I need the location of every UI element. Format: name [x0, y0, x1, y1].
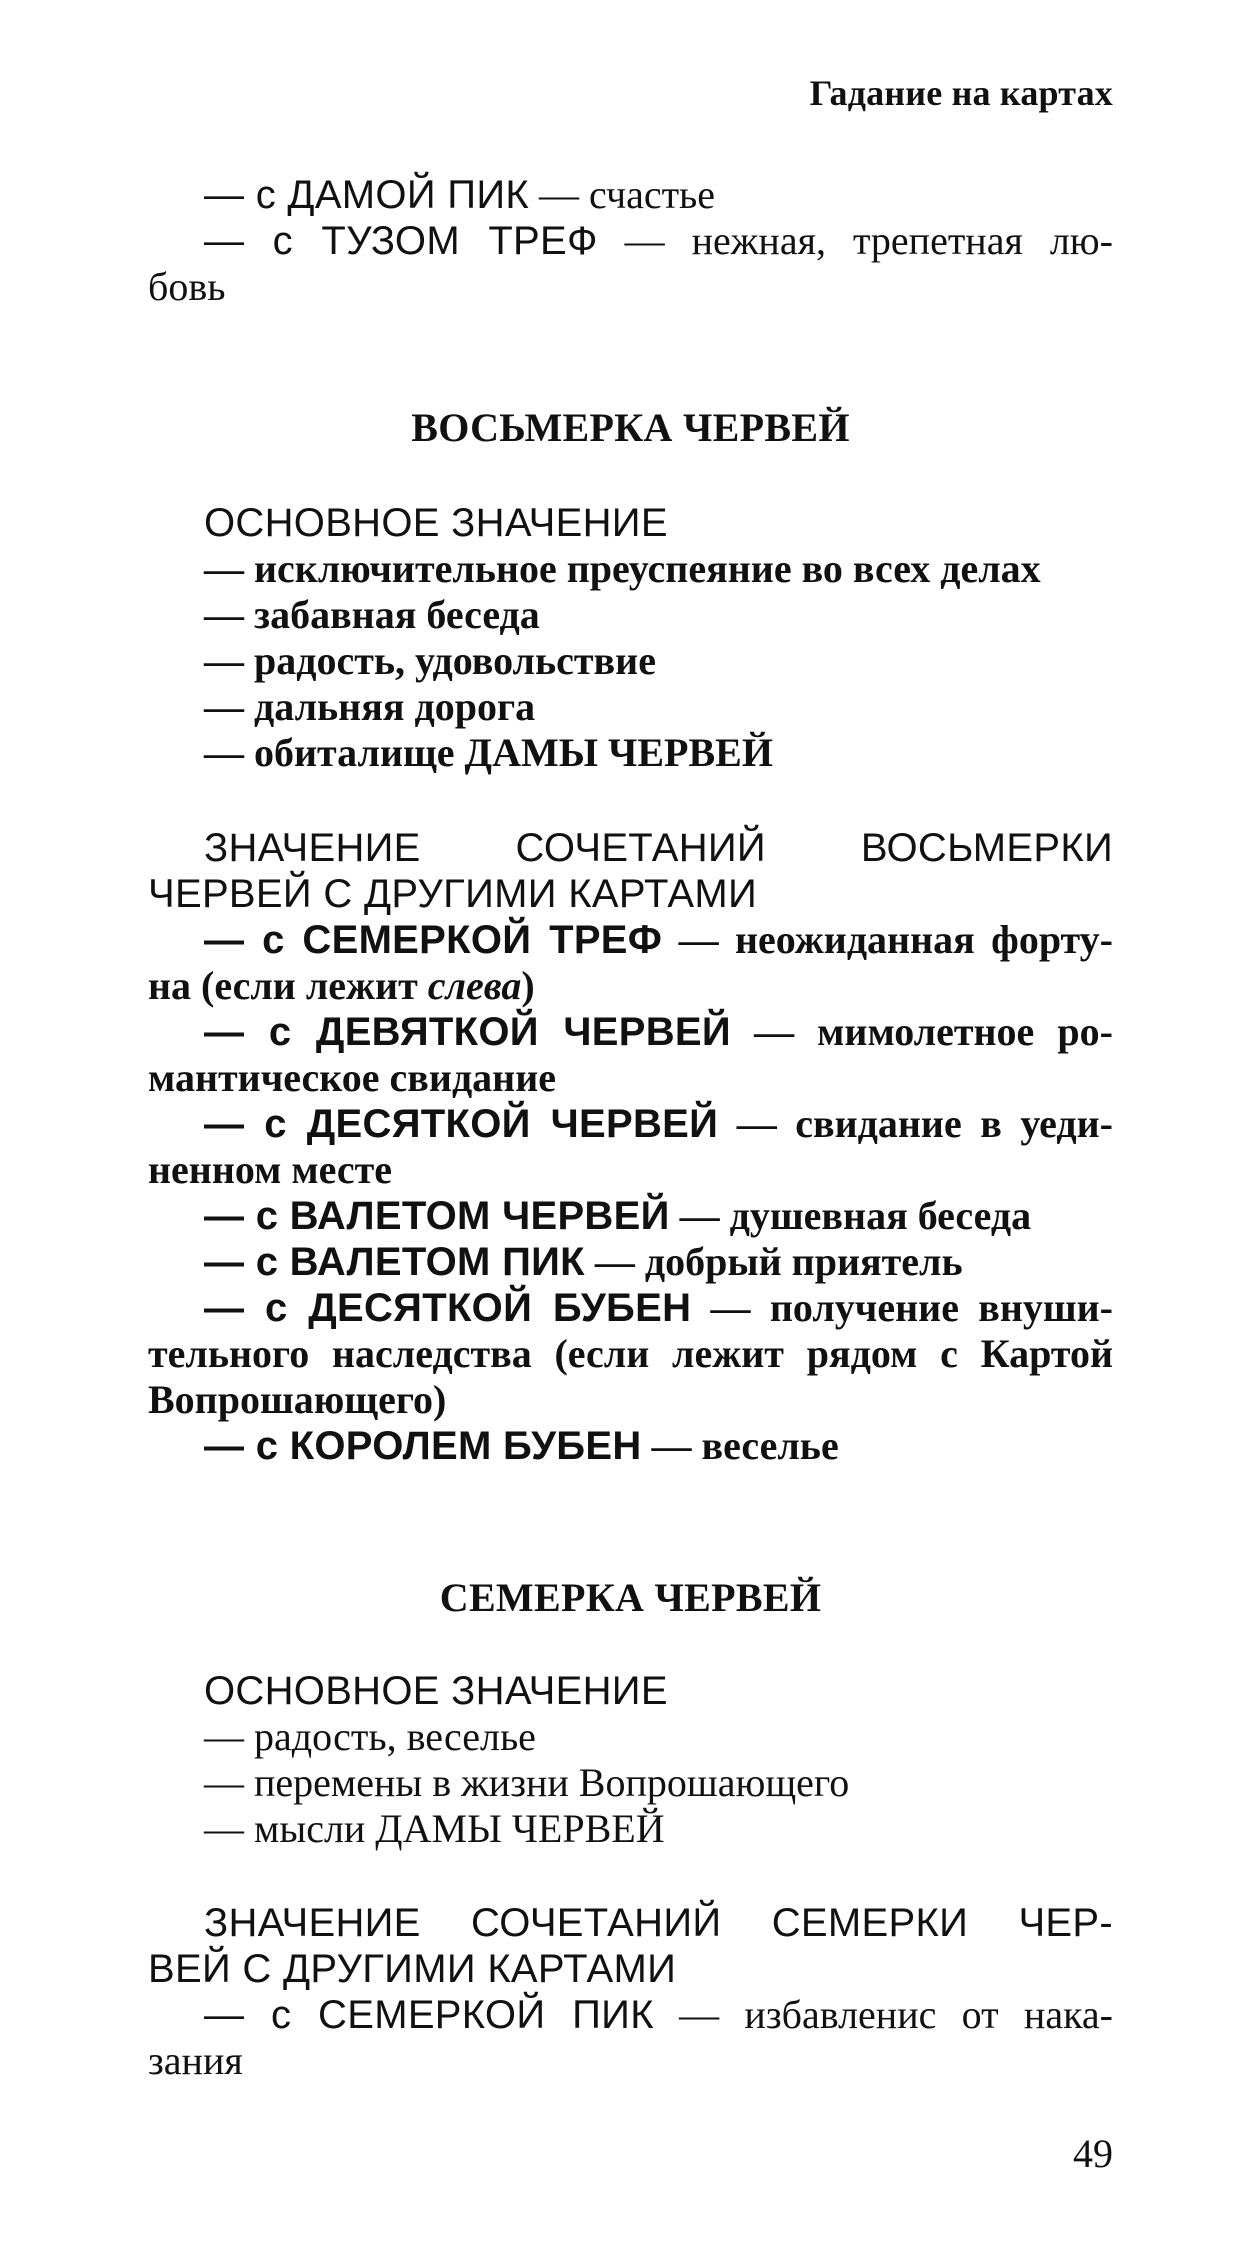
combo-line-continuation: зания: [148, 2038, 243, 2083]
combo-line: [148, 917, 1113, 963]
combo-card: — с ДАМОЙ ПИК: [204, 173, 529, 217]
combo-card: — с ТУЗОМ ТРЕФ: [204, 219, 598, 263]
basic-meaning-title: ОСНОВНОЕ ЗНАЧЕНИЕ: [204, 1669, 668, 1713]
combo-line: [148, 1009, 1113, 1055]
combo-meaning: — добрый приятель: [584, 1239, 963, 1284]
combo-line: [148, 1101, 1113, 1147]
combo-card: — с СЕМЕРКОЙ ПИК: [204, 1993, 654, 2037]
basic-meaning-title: ОСНОВНОЕ ЗНАЧЕНИЕ: [204, 501, 668, 545]
meaning-item: — обиталище ДАМЫ ЧЕРВЕЙ: [204, 730, 773, 775]
combo-meaning: — счастье: [529, 172, 716, 217]
meaning-item: — радость, удовольствие: [204, 638, 656, 683]
combinations-title-cont: ВЕЙ С ДРУГИМИ КАРТАМИ: [148, 1947, 677, 1991]
meaning-item: — дальняя дорога: [204, 684, 536, 729]
combo-card: — с ДЕСЯТКОЙ ЧЕРВЕЙ: [204, 1102, 719, 1146]
combo-meaning: — получение внуши-: [691, 1285, 1113, 1330]
meaning-item: — радость, веселье: [204, 1714, 536, 1759]
combo-line-continuation: тельного наследства (если лежит рядом с Картой: [148, 1331, 1113, 1376]
combo-line: [148, 172, 1113, 218]
combo-line-continuation: на (если лежит слева): [148, 963, 535, 1008]
meaning-item: — перемены в жизни Вопрошающего: [204, 1760, 850, 1805]
page-number: 49: [1073, 2131, 1113, 2176]
combo-line-continuation: бовь: [148, 264, 226, 309]
seven-combinations: [148, 1900, 1113, 2084]
combo-line-continuation: Вопрошающего): [148, 1377, 447, 1422]
combo-line: [148, 1423, 1113, 1469]
top-continuation: [148, 172, 1113, 310]
book-page: [148, 0, 1113, 2254]
combo-meaning: — нежная, трепетная лю-: [597, 218, 1113, 263]
combinations-title-cont: ЧЕРВЕЙ С ДРУГИМИ КАРТАМИ: [148, 872, 758, 916]
combo-line: [148, 1193, 1113, 1239]
combo-meaning: — душевная беседа: [669, 1193, 1032, 1238]
combo-meaning: — веселье: [641, 1423, 839, 1468]
combo-card: — с ВАЛЕТОМ ПИК: [204, 1240, 585, 1284]
seven-basic-meaning: [148, 1668, 1113, 1852]
combo-line: [148, 1239, 1113, 1285]
combo-meaning: — неожиданная форту-: [662, 917, 1113, 962]
section-title-eight-of-hearts: ВОСЬМЕРКА ЧЕРВЕЙ: [411, 405, 850, 450]
running-head: Гадание на картах: [809, 73, 1113, 113]
meaning-item: — мысли ДАМЫ ЧЕРВЕЙ: [204, 1806, 665, 1851]
section-title-seven-of-hearts: СЕМЕРКА ЧЕРВЕЙ: [439, 1575, 822, 1620]
combo-line: [148, 1992, 1113, 2038]
combo-card: — с ВАЛЕТОМ ЧЕРВЕЙ: [204, 1194, 670, 1238]
combo-card: — с ДЕВЯТКОЙ ЧЕРВЕЙ: [204, 1010, 731, 1054]
combo-meaning: — мимолетное ро-: [730, 1009, 1113, 1054]
combo-line-continuation: ненном месте: [148, 1147, 393, 1192]
combo-card: — с ДЕСЯТКОЙ БУБЕН: [204, 1286, 692, 1330]
meaning-item: — забавная беседа: [204, 592, 540, 637]
combo-card: — с КОРОЛЕМ БУБЕН: [204, 1424, 642, 1468]
eight-basic-meaning: [148, 500, 1113, 776]
combo-line: [148, 218, 1113, 264]
combinations-title: ЗНАЧЕНИЕ СОЧЕТАНИЙ ВОСЬМЕРКИ: [204, 826, 1113, 870]
combo-meaning: — свидание в уеди-: [718, 1101, 1113, 1146]
combo-line-continuation: мантическое свидание: [148, 1055, 557, 1100]
combo-meaning: — избавленис от нака-: [653, 1992, 1113, 2037]
combo-card: — с СЕМЕРКОЙ ТРЕФ: [204, 918, 663, 962]
combo-line: [148, 1285, 1113, 1331]
meaning-item: — исключительное преуспеяние во всех делах: [204, 546, 1041, 591]
eight-combinations: [148, 825, 1113, 1469]
combinations-title: ЗНАЧЕНИЕ СОЧЕТАНИЙ СЕМЕРКИ ЧЕР-: [204, 1901, 1113, 1945]
